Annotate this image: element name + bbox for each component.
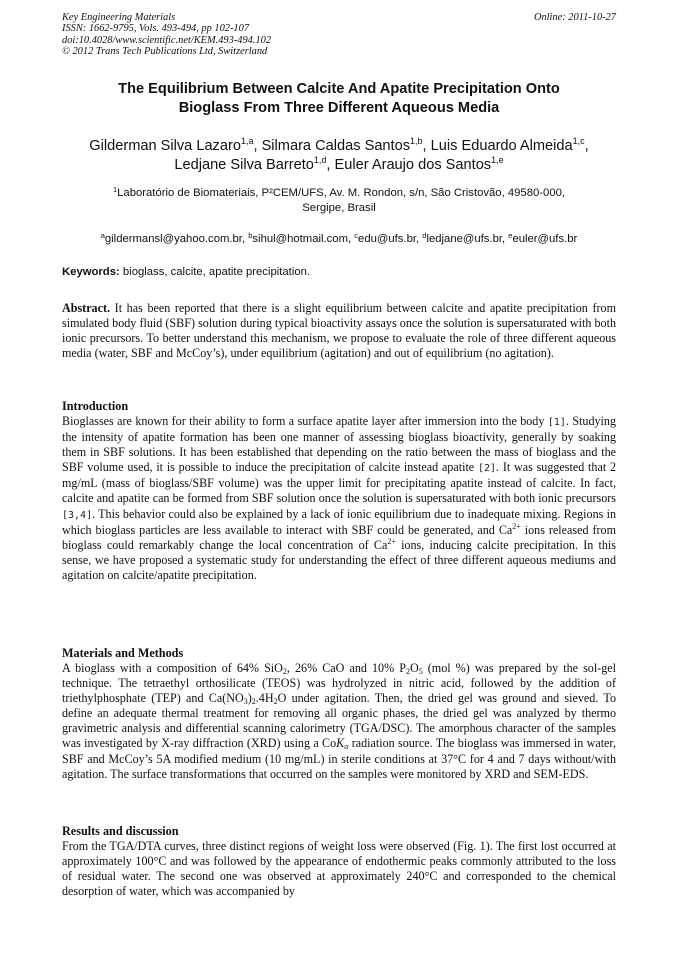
- paper-title: [62, 80, 616, 117]
- author-separator: ,: [584, 138, 589, 154]
- superscript: 2+: [512, 521, 521, 531]
- italic-symbol: K: [336, 736, 345, 751]
- email-mark: e: [508, 231, 513, 240]
- email-address[interactable]: gildermansl@yahoo.com.br: [104, 233, 242, 245]
- email-address[interactable]: euler@ufs.br: [512, 233, 578, 245]
- paragraph-text: Bioglasses are known for their ability to form a surface apatite layer after immersion into the body: [62, 414, 548, 428]
- title-line-2: Bioglass From Three Different Aqueous Media: [178, 99, 500, 116]
- author-affil-mark: 1,e: [491, 155, 504, 165]
- subscript: 2: [405, 667, 410, 676]
- author-separator: ,: [326, 157, 335, 173]
- email-address[interactable]: edu@ufs.br: [358, 233, 416, 245]
- paragraph-text: .4H: [255, 691, 274, 706]
- author-affil-mark: 1,d: [313, 155, 327, 165]
- affiliation: [62, 186, 616, 216]
- affiliation-line-1: Laboratório de Biomateriais, P²CEM/UFS, Av. M. Rondon, s/n, São Cristovão, 49580-000,: [117, 187, 566, 199]
- keywords-label: Keywords:: [62, 266, 120, 278]
- email-separator: ,: [241, 233, 249, 245]
- citation-ref[interactable]: [2]: [477, 463, 497, 475]
- email-mark: c: [354, 231, 359, 240]
- journal-header: [62, 12, 616, 58]
- email-mark: b: [248, 231, 253, 240]
- introduction-paragraph: [62, 414, 616, 583]
- citation-ref[interactable]: [1]: [547, 417, 566, 428]
- paragraph-text: ions released from bioglass could remarkably change the local concentration of Ca: [62, 522, 616, 552]
- email-address[interactable]: ledjane@ufs.br: [426, 233, 502, 245]
- paragraph-text: radiation source. The bioglass was immersed in water, SBF and McCoy’s 5A modified medium (10 mg/mL) in sterile conditions at 37°C for 4 and 7 days without/with agitation. The surface transformations that occurred on the samples were monitored by XRD and SEM-EDS.: [62, 736, 616, 781]
- copyright-line: © 2012 Trans Tech Publications Ltd, Switzerland: [62, 46, 268, 58]
- methods-paragraph: [62, 661, 616, 782]
- paragraph-text: , 26% CaO and 10% P: [286, 661, 406, 675]
- paragraph-text: O under agitation. Then, the dried gel was ground and sieved. To define an adequate thermal treatment for removing all organic phases, the dried gel was analyzed by thermo gravimetric analysis and differential scanning calorimetry (TGA/DSC). The amorphous character of the samples was investigated by X-ray diffraction (XRD) using a Co: [62, 691, 616, 751]
- paragraph-text: (mol %) was prepared by the sol-gel technique. The tetraethyl orthosilicate (TEOS) was hydrolyzed in nitric acid, followed by the addition of triethylphosphate (TEP) and Ca(NO: [62, 661, 616, 706]
- email-mark: a: [100, 231, 105, 240]
- superscript: 2+: [387, 536, 396, 546]
- affiliation-line-2: Sergipe, Brasil: [302, 202, 376, 214]
- email-separator: ,: [416, 233, 423, 245]
- keywords-text: bioglass, calcite, apatite precipitation.: [119, 266, 311, 278]
- author-separator: ,: [253, 138, 262, 154]
- paragraph-text: A bioglass with a composition of 64% SiO: [62, 661, 283, 675]
- abstract: [62, 301, 616, 361]
- online-date: Online: 2011-10-27: [533, 12, 616, 23]
- email-list: [62, 232, 616, 246]
- subscript: 3: [243, 697, 248, 707]
- paragraph-text: . Studying the intensity of apatite formation has been one manner of assessing bioglass bioactivity, generally by soaking them in SBF solutions. It has been established that depending on the ratio between the mass of bioglass and the SBF volume used, it is possible to induce the precipitation of calcite instead apatite: [62, 414, 617, 475]
- affiliation-mark: 1: [112, 185, 118, 194]
- author-name: Gilderman Silva Lazaro: [89, 138, 241, 154]
- author-list: [62, 137, 616, 175]
- author-separator: ,: [422, 138, 431, 154]
- title-line-1: The Equilibrium Between Calcite And Apatite Precipitation Onto: [118, 81, 560, 97]
- subscript: 2: [251, 697, 256, 707]
- author-affil-mark: 1,b: [410, 136, 423, 146]
- subscript: 5: [418, 667, 423, 676]
- email-address[interactable]: sihul@hotmail.com: [252, 233, 349, 245]
- email-separator: ,: [501, 233, 509, 245]
- citation-ref[interactable]: [3,4]: [62, 509, 93, 521]
- subscript: 2: [282, 667, 287, 676]
- subscript: α: [344, 742, 349, 752]
- journal-name: Key Engineering Materials: [62, 12, 176, 23]
- author-name: Ledjane Silva Barreto: [174, 157, 314, 173]
- author-affil-mark: 1,a: [240, 136, 254, 146]
- author-name: Silmara Caldas Santos: [261, 138, 411, 154]
- doi-line: doi:10.4028/www.scientific.net/KEM.493-494.102: [62, 34, 272, 46]
- abstract-label: Abstract.: [62, 301, 111, 315]
- paragraph-text: O: [409, 661, 419, 675]
- keywords: [62, 265, 616, 279]
- section-heading-introduction: Introduction: [62, 399, 129, 413]
- author-name: Euler Araujo dos Santos: [334, 157, 492, 173]
- paragraph-text: ): [247, 691, 252, 706]
- author-affil-mark: 1,c: [572, 136, 585, 146]
- abstract-text: It has been reported that there is a slight equilibrium between calcite and apatite precipitation from simulated body fluid (SBF) solution during typical bioactivity assays once the solution is supersaturated with both ionic precursors. To better understand this mechanism, we propose to evaluate the role of three different aqueous media (water, SBF and McCoy’s), under equilibrium (agitation) and out of equilibrium (no agitation).: [62, 301, 616, 361]
- section-heading-results: Results and discussion: [62, 824, 179, 838]
- issn-line: ISSN: 1662-9795, Vols. 493-494, pp 102-107: [62, 23, 250, 35]
- section-heading-methods: Materials and Methods: [62, 646, 184, 660]
- email-separator: ,: [348, 233, 355, 245]
- paragraph-text: . It was suggested that 2 mg/mL (mass of bioglass/SBF volume) was the upper limit for precipitating apatite instead of calcite. In fact, calcite and apatite can be formed from SBF solution once the solution is supersaturated with both ionic precursors: [62, 460, 616, 506]
- subscript: 2: [273, 697, 278, 707]
- paragraph-text: . This behavior could also be explained by a lack of ionic equilibrium due to inadequate mixing. Regions in which bioglass particles are less available to interact with SBF could be generated, and Ca: [62, 506, 616, 537]
- results-paragraph: From the TGA/DTA curves, three distinct regions of weight loss were observed (Fig. 1). The first lost occurred at approximately 100°C and was followed by the appearance of endothermic peaks commonly attributed to the loss of residual water. The second one was observed at approximately 240°C and corresponded to the chemical desorption of water, which was accompanied by: [62, 839, 616, 899]
- paragraph-text: ions, inducing calcite precipitation. In this sense, we have proposed a systematic study for understanding the effect of three different aqueous mediums and agitation on calcite/apatite precipitation.: [62, 537, 616, 582]
- email-mark: d: [422, 231, 427, 240]
- author-name: Luis Eduardo Almeida: [430, 138, 573, 154]
